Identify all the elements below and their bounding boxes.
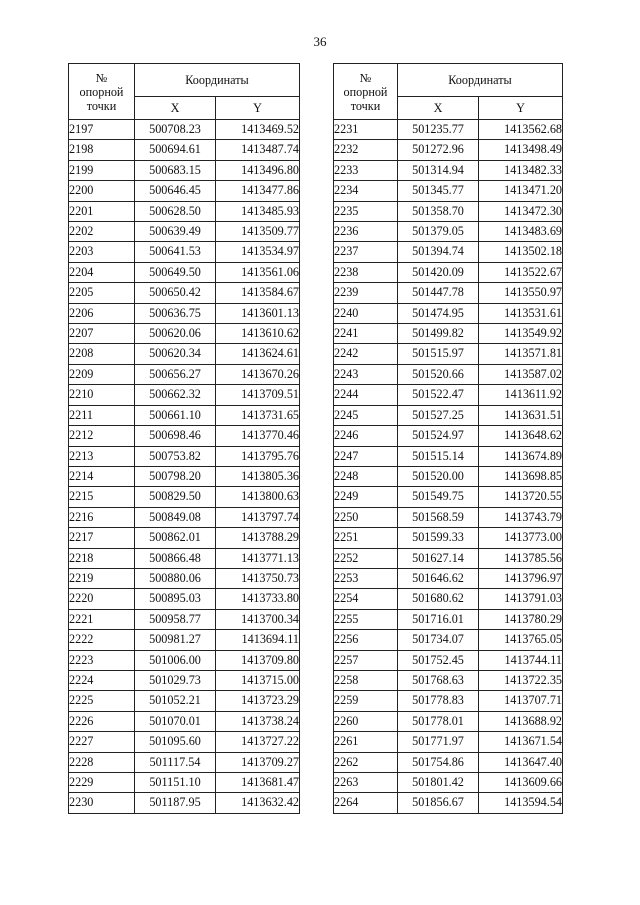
y-coordinate-cell: 1413785.56 [479, 548, 563, 568]
table-row [334, 344, 563, 364]
x-coordinate-cell: 501029.73 [135, 670, 216, 690]
point-number-cell: 2197 [69, 120, 135, 140]
x-coordinate-cell: 500620.06 [135, 324, 216, 344]
y-coordinate-cell: 1413632.42 [216, 793, 300, 813]
point-number-cell: 2206 [69, 303, 135, 323]
table-row [69, 528, 300, 548]
point-number-cell: 2257 [334, 650, 398, 670]
x-coordinate-cell: 500639.49 [135, 222, 216, 242]
y-coordinate-cell: 1413771.13 [216, 548, 300, 568]
x-coordinate-cell: 501379.05 [398, 222, 479, 242]
point-number-cell: 2232 [334, 140, 398, 160]
y-coordinate-cell: 1413738.24 [216, 711, 300, 731]
x-coordinate-cell: 500694.61 [135, 140, 216, 160]
y-coordinate-cell: 1413765.05 [479, 630, 563, 650]
table-row [334, 528, 563, 548]
table-row [69, 426, 300, 446]
point-number-cell: 2249 [334, 487, 398, 507]
x-coordinate-cell: 500656.27 [135, 364, 216, 384]
y-coordinate-cell: 1413469.52 [216, 120, 300, 140]
table-row [69, 405, 300, 425]
point-number-cell: 2199 [69, 160, 135, 180]
x-coordinate-cell: 501771.97 [398, 732, 479, 752]
point-number-cell: 2231 [334, 120, 398, 140]
y-coordinate-cell: 1413674.89 [479, 446, 563, 466]
point-number-cell: 2210 [69, 385, 135, 405]
y-coordinate-cell: 1413482.33 [479, 160, 563, 180]
table-row [69, 324, 300, 344]
point-number-cell: 2256 [334, 630, 398, 650]
y-coordinate-cell: 1413471.20 [479, 181, 563, 201]
table-row [69, 262, 300, 282]
table-row [334, 446, 563, 466]
coordinates-table-right-body [334, 120, 563, 814]
table-row [69, 364, 300, 384]
y-coordinate-cell: 1413671.54 [479, 732, 563, 752]
x-coordinate-cell: 501358.70 [398, 201, 479, 221]
x-coordinate-cell: 500698.46 [135, 426, 216, 446]
y-coordinate-cell: 1413561.06 [216, 262, 300, 282]
point-number-cell: 2200 [69, 181, 135, 201]
table-row [69, 711, 300, 731]
table-row [69, 303, 300, 323]
x-coordinate-cell: 500849.08 [135, 507, 216, 527]
y-coordinate-cell: 1413681.47 [216, 773, 300, 793]
point-number-cell: 2203 [69, 242, 135, 262]
point-number-cell: 2211 [69, 405, 135, 425]
table-row [69, 466, 300, 486]
point-number-cell: 2209 [69, 364, 135, 384]
table-row [334, 793, 563, 813]
point-number-cell: 2198 [69, 140, 135, 160]
y-coordinate-cell: 1413791.03 [479, 589, 563, 609]
table-row [69, 120, 300, 140]
x-coordinate-cell: 501627.14 [398, 548, 479, 568]
point-number-cell: 2251 [334, 528, 398, 548]
y-coordinate-cell: 1413610.62 [216, 324, 300, 344]
x-coordinate-cell: 501420.09 [398, 262, 479, 282]
x-coordinate-cell: 501394.74 [398, 242, 479, 262]
y-header: Y [479, 97, 563, 120]
x-coordinate-cell: 501680.62 [398, 589, 479, 609]
point-number-cell: 2258 [334, 670, 398, 690]
table-row [69, 670, 300, 690]
point-number-cell: 2201 [69, 201, 135, 221]
table-row [69, 160, 300, 180]
table-row [334, 609, 563, 629]
table-row [69, 609, 300, 629]
y-coordinate-cell: 1413477.86 [216, 181, 300, 201]
point-number-cell: 2241 [334, 324, 398, 344]
table-row [334, 670, 563, 690]
y-coordinate-cell: 1413609.66 [479, 773, 563, 793]
x-coordinate-cell: 501187.95 [135, 793, 216, 813]
point-number-cell: 2230 [69, 793, 135, 813]
table-row [334, 181, 563, 201]
point-number-cell: 2255 [334, 609, 398, 629]
x-coordinate-cell: 501006.00 [135, 650, 216, 670]
point-number-cell: 2224 [69, 670, 135, 690]
y-coordinate-cell: 1413715.00 [216, 670, 300, 690]
y-coordinate-cell: 1413707.71 [479, 691, 563, 711]
y-coordinate-cell: 1413723.29 [216, 691, 300, 711]
x-coordinate-cell: 501474.95 [398, 303, 479, 323]
x-coordinate-cell: 500636.75 [135, 303, 216, 323]
x-coordinate-cell: 501520.00 [398, 466, 479, 486]
table-row [69, 242, 300, 262]
point-number-cell: 2229 [69, 773, 135, 793]
x-coordinate-cell: 500646.45 [135, 181, 216, 201]
x-coordinate-cell: 500661.10 [135, 405, 216, 425]
x-coordinate-cell: 501070.01 [135, 711, 216, 731]
point-number-cell: 2234 [334, 181, 398, 201]
y-coordinate-cell: 1413487.74 [216, 140, 300, 160]
table-row [334, 303, 563, 323]
point-number-cell: 2247 [334, 446, 398, 466]
table-row [334, 589, 563, 609]
point-number-header-line: опорной [79, 84, 124, 99]
table-row [334, 691, 563, 711]
x-coordinate-cell: 501447.78 [398, 283, 479, 303]
x-header: X [135, 97, 216, 120]
y-coordinate-cell: 1413709.51 [216, 385, 300, 405]
point-number-cell: 2214 [69, 466, 135, 486]
table-row [69, 589, 300, 609]
point-number-cell: 2252 [334, 548, 398, 568]
x-coordinate-cell: 501095.60 [135, 732, 216, 752]
point-number-cell: 2213 [69, 446, 135, 466]
x-coordinate-cell: 501314.94 [398, 160, 479, 180]
y-coordinate-cell: 1413472.30 [479, 201, 563, 221]
table-row [334, 405, 563, 425]
x-coordinate-cell: 501117.54 [135, 752, 216, 772]
table-row [334, 120, 563, 140]
y-coordinate-cell: 1413805.36 [216, 466, 300, 486]
y-coordinate-cell: 1413549.92 [479, 324, 563, 344]
table-row [334, 548, 563, 568]
y-coordinate-cell: 1413611.92 [479, 385, 563, 405]
point-number-cell: 2228 [69, 752, 135, 772]
point-number-cell: 2250 [334, 507, 398, 527]
table-row [69, 732, 300, 752]
coordinates-header: Координаты [398, 64, 563, 97]
x-coordinate-cell: 500829.50 [135, 487, 216, 507]
x-coordinate-cell: 501778.83 [398, 691, 479, 711]
point-number-header-line: точки [86, 98, 117, 113]
y-coordinate-cell: 1413731.65 [216, 405, 300, 425]
x-coordinate-cell: 501856.67 [398, 793, 479, 813]
point-number-cell: 2215 [69, 487, 135, 507]
x-coordinate-cell: 501235.77 [398, 120, 479, 140]
y-coordinate-cell: 1413498.49 [479, 140, 563, 160]
x-coordinate-cell: 501754.86 [398, 752, 479, 772]
y-coordinate-cell: 1413624.61 [216, 344, 300, 364]
point-number-cell: 2238 [334, 262, 398, 282]
table-row [69, 548, 300, 568]
x-coordinate-cell: 501549.75 [398, 487, 479, 507]
point-number-cell: 2226 [69, 711, 135, 731]
point-number-cell: 2235 [334, 201, 398, 221]
page-number: 36 [313, 34, 327, 49]
point-number-cell: 2207 [69, 324, 135, 344]
y-coordinate-cell: 1413485.93 [216, 201, 300, 221]
x-coordinate-cell: 500620.34 [135, 344, 216, 364]
x-coordinate-cell: 500895.03 [135, 589, 216, 609]
table-row [334, 426, 563, 446]
y-coordinate-cell: 1413594.54 [479, 793, 563, 813]
table-row [334, 752, 563, 772]
x-coordinate-cell: 501599.33 [398, 528, 479, 548]
table-row [334, 262, 563, 282]
y-coordinate-cell: 1413733.80 [216, 589, 300, 609]
y-coordinate-cell: 1413795.76 [216, 446, 300, 466]
y-coordinate-cell: 1413631.51 [479, 405, 563, 425]
table-row [334, 568, 563, 588]
coordinates-header: Координаты [135, 64, 300, 97]
table-row [334, 773, 563, 793]
table-row [334, 466, 563, 486]
point-number-cell: 2244 [334, 385, 398, 405]
y-coordinate-cell: 1413694.11 [216, 630, 300, 650]
x-coordinate-cell: 500866.48 [135, 548, 216, 568]
y-coordinate-cell: 1413601.13 [216, 303, 300, 323]
x-coordinate-cell: 500981.27 [135, 630, 216, 650]
y-coordinate-cell: 1413722.35 [479, 670, 563, 690]
point-number-cell: 2246 [334, 426, 398, 446]
point-number-cell: 2263 [334, 773, 398, 793]
table-row [334, 160, 563, 180]
y-coordinate-cell: 1413780.29 [479, 609, 563, 629]
y-coordinate-cell: 1413688.92 [479, 711, 563, 731]
x-coordinate-cell: 501646.62 [398, 568, 479, 588]
x-coordinate-cell: 500862.01 [135, 528, 216, 548]
x-coordinate-cell: 501568.59 [398, 507, 479, 527]
point-number-cell: 2253 [334, 568, 398, 588]
y-coordinate-cell: 1413587.02 [479, 364, 563, 384]
table-row [334, 201, 563, 221]
table-row [69, 201, 300, 221]
coordinates-table-left-body [69, 120, 300, 814]
table-row [334, 324, 563, 344]
point-number-cell: 2242 [334, 344, 398, 364]
table-row [334, 364, 563, 384]
table-row [334, 650, 563, 670]
y-coordinate-cell: 1413531.61 [479, 303, 563, 323]
table-row [69, 385, 300, 405]
y-coordinate-cell: 1413727.22 [216, 732, 300, 752]
x-coordinate-cell: 501752.45 [398, 650, 479, 670]
x-coordinate-cell: 501052.21 [135, 691, 216, 711]
x-coordinate-cell: 501515.14 [398, 446, 479, 466]
table-row [69, 630, 300, 650]
point-number-cell: 2254 [334, 589, 398, 609]
y-coordinate-cell: 1413562.68 [479, 120, 563, 140]
y-coordinate-cell: 1413648.62 [479, 426, 563, 446]
y-coordinate-cell: 1413773.00 [479, 528, 563, 548]
x-coordinate-cell: 500641.53 [135, 242, 216, 262]
point-number-cell: 2204 [69, 262, 135, 282]
point-number-header-line: опорной [343, 84, 388, 99]
y-coordinate-cell: 1413502.18 [479, 242, 563, 262]
x-coordinate-cell: 500649.50 [135, 262, 216, 282]
point-number-cell: 2220 [69, 589, 135, 609]
table-row [334, 385, 563, 405]
point-number-header-line: точки [350, 98, 381, 113]
y-coordinate-cell: 1413796.97 [479, 568, 563, 588]
y-coordinate-cell: 1413647.40 [479, 752, 563, 772]
point-number-cell: 2222 [69, 630, 135, 650]
x-coordinate-cell: 500628.50 [135, 201, 216, 221]
point-number-cell: 2259 [334, 691, 398, 711]
y-coordinate-cell: 1413483.69 [479, 222, 563, 242]
x-coordinate-cell: 500880.06 [135, 568, 216, 588]
table-row [69, 752, 300, 772]
table-row [69, 446, 300, 466]
table-row [334, 487, 563, 507]
point-number-cell: 2217 [69, 528, 135, 548]
y-coordinate-cell: 1413800.63 [216, 487, 300, 507]
y-coordinate-cell: 1413744.11 [479, 650, 563, 670]
x-coordinate-cell: 501272.96 [398, 140, 479, 160]
x-coordinate-cell: 501768.63 [398, 670, 479, 690]
point-number-cell: 2205 [69, 283, 135, 303]
y-coordinate-cell: 1413750.73 [216, 568, 300, 588]
point-number-cell: 2216 [69, 507, 135, 527]
x-coordinate-cell: 501524.97 [398, 426, 479, 446]
table-row [69, 222, 300, 242]
table-row [69, 487, 300, 507]
table-row [69, 568, 300, 588]
point-number-cell: 2260 [334, 711, 398, 731]
y-coordinate-cell: 1413534.97 [216, 242, 300, 262]
y-header: Y [216, 97, 300, 120]
y-coordinate-cell: 1413522.67 [479, 262, 563, 282]
table-row [334, 630, 563, 650]
point-number-header-line: № [95, 70, 108, 85]
x-coordinate-cell: 501716.01 [398, 609, 479, 629]
x-coordinate-cell: 501527.25 [398, 405, 479, 425]
y-coordinate-cell: 1413720.55 [479, 487, 563, 507]
point-number-cell: 2212 [69, 426, 135, 446]
point-number-cell: 2236 [334, 222, 398, 242]
point-number-header [334, 64, 398, 120]
x-coordinate-cell: 501522.47 [398, 385, 479, 405]
y-coordinate-cell: 1413700.34 [216, 609, 300, 629]
table-row [334, 732, 563, 752]
point-number-cell: 2227 [69, 732, 135, 752]
point-number-cell: 2233 [334, 160, 398, 180]
y-coordinate-cell: 1413797.74 [216, 507, 300, 527]
x-coordinate-cell: 500683.15 [135, 160, 216, 180]
table-row [334, 222, 563, 242]
y-coordinate-cell: 1413788.29 [216, 528, 300, 548]
table-row [69, 140, 300, 160]
point-number-cell: 2248 [334, 466, 398, 486]
table-row [334, 283, 563, 303]
x-coordinate-cell: 501345.77 [398, 181, 479, 201]
x-header: X [398, 97, 479, 120]
point-number-cell: 2240 [334, 303, 398, 323]
y-coordinate-cell: 1413698.85 [479, 466, 563, 486]
x-coordinate-cell: 501801.42 [398, 773, 479, 793]
point-number-cell: 2239 [334, 283, 398, 303]
table-row [69, 773, 300, 793]
y-coordinate-cell: 1413670.26 [216, 364, 300, 384]
point-number-cell: 2221 [69, 609, 135, 629]
y-coordinate-cell: 1413584.67 [216, 283, 300, 303]
x-coordinate-cell: 501520.66 [398, 364, 479, 384]
x-coordinate-cell: 500753.82 [135, 446, 216, 466]
point-number-cell: 2245 [334, 405, 398, 425]
point-number-cell: 2243 [334, 364, 398, 384]
x-coordinate-cell: 501515.97 [398, 344, 479, 364]
x-coordinate-cell: 501151.10 [135, 773, 216, 793]
y-coordinate-cell: 1413770.46 [216, 426, 300, 446]
table-row [69, 283, 300, 303]
x-coordinate-cell: 500662.32 [135, 385, 216, 405]
y-coordinate-cell: 1413496.80 [216, 160, 300, 180]
table-row [69, 507, 300, 527]
table-row [334, 711, 563, 731]
y-coordinate-cell: 1413571.81 [479, 344, 563, 364]
point-number-cell: 2218 [69, 548, 135, 568]
coordinates-table-left [68, 63, 300, 814]
coordinates-table-right [333, 63, 563, 814]
y-coordinate-cell: 1413709.27 [216, 752, 300, 772]
y-coordinate-cell: 1413709.80 [216, 650, 300, 670]
point-number-cell: 2208 [69, 344, 135, 364]
table-row [334, 242, 563, 262]
x-coordinate-cell: 500650.42 [135, 283, 216, 303]
table-row [69, 650, 300, 670]
y-coordinate-cell: 1413550.97 [479, 283, 563, 303]
table-row [69, 181, 300, 201]
y-coordinate-cell: 1413509.77 [216, 222, 300, 242]
y-coordinate-cell: 1413743.79 [479, 507, 563, 527]
point-number-cell: 2225 [69, 691, 135, 711]
point-number-header-line: № [359, 70, 372, 85]
point-number-header [69, 64, 135, 120]
point-number-cell: 2264 [334, 793, 398, 813]
table-row [69, 344, 300, 364]
table-row [69, 691, 300, 711]
point-number-cell: 2202 [69, 222, 135, 242]
table-row [334, 140, 563, 160]
point-number-cell: 2262 [334, 752, 398, 772]
point-number-cell: 2223 [69, 650, 135, 670]
table-row [69, 793, 300, 813]
point-number-cell: 2261 [334, 732, 398, 752]
point-number-cell: 2219 [69, 568, 135, 588]
x-coordinate-cell: 500958.77 [135, 609, 216, 629]
x-coordinate-cell: 501778.01 [398, 711, 479, 731]
point-number-cell: 2237 [334, 242, 398, 262]
table-row [334, 507, 563, 527]
x-coordinate-cell: 500708.23 [135, 120, 216, 140]
x-coordinate-cell: 501734.07 [398, 630, 479, 650]
x-coordinate-cell: 501499.82 [398, 324, 479, 344]
x-coordinate-cell: 500798.20 [135, 466, 216, 486]
